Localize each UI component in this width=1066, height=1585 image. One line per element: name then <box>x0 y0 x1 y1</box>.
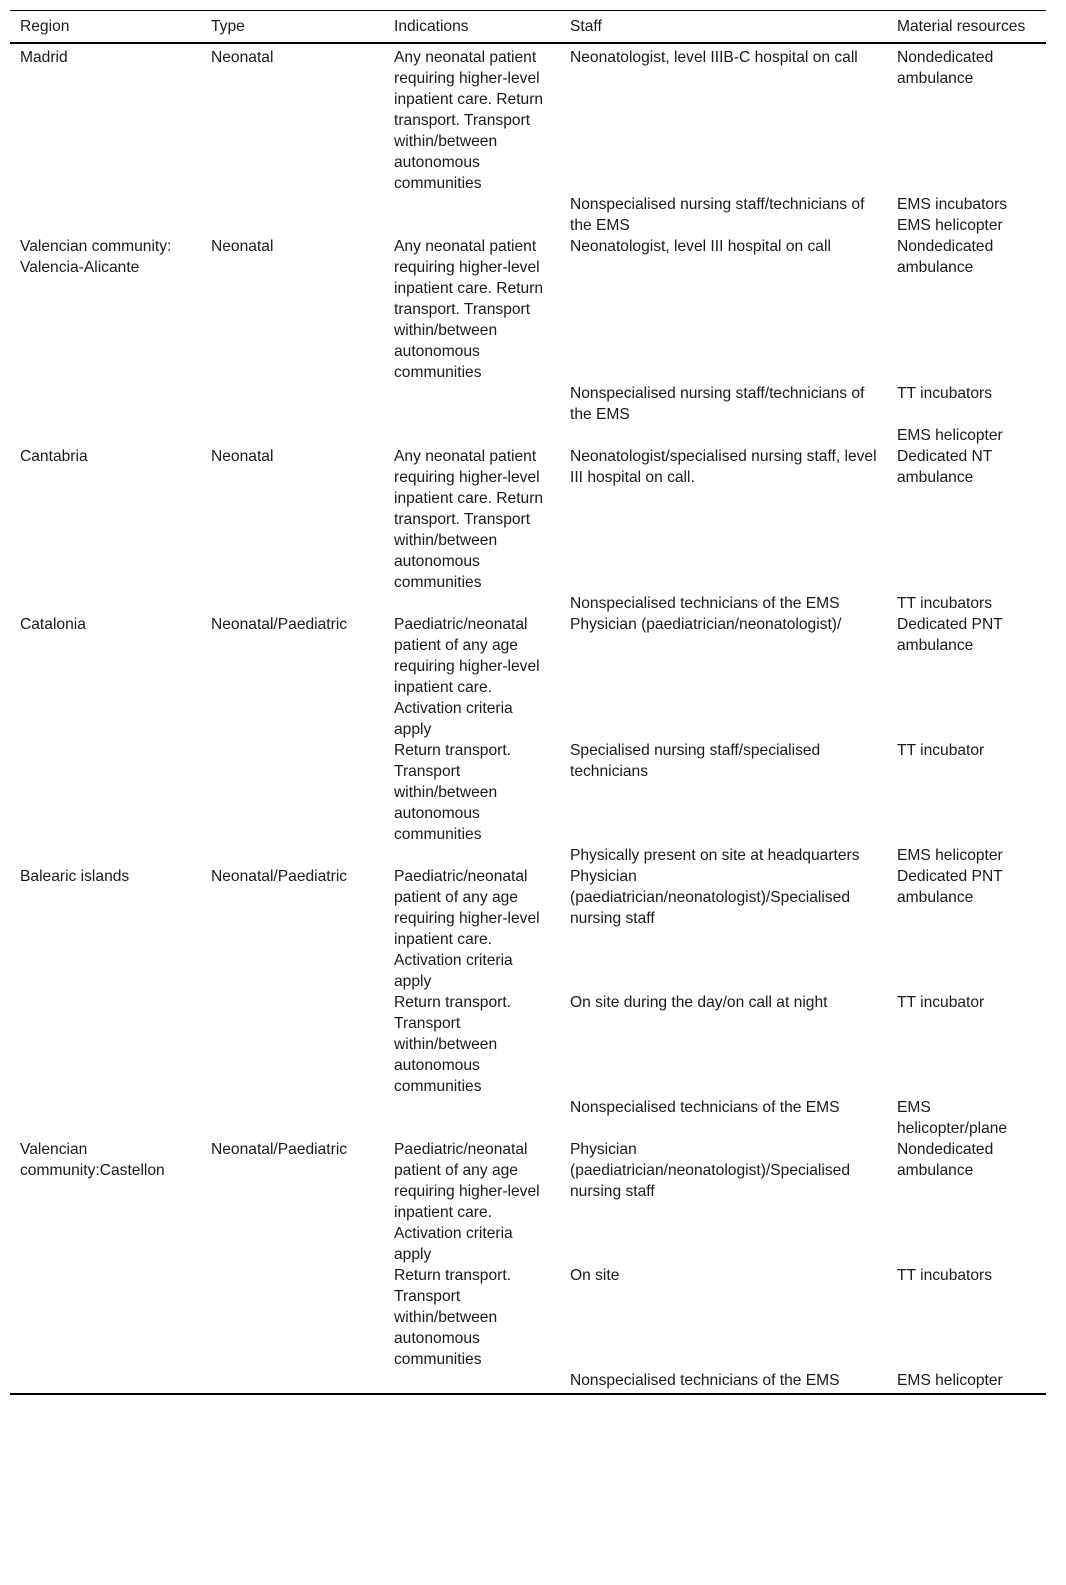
cell-region: Madrid <box>20 49 68 66</box>
table-row <box>10 446 1046 593</box>
cell-material-resources <box>887 1265 1046 1370</box>
cell-region: Valencian community:Castellon <box>20 1141 165 1179</box>
header-material-resources: Material resources <box>887 11 1046 44</box>
material-item: Nondedicated ambulance <box>897 238 994 276</box>
cell-indications: Return transport. Transport within/between autonomous communities <box>394 994 512 1095</box>
cell-indications: Paediatric/neonatal patient of any age requiring higher-level inpatient care. Activation criteria apply <box>394 616 540 738</box>
cell-material-resources <box>887 992 1046 1097</box>
material-item: EMS incubators <box>897 196 1008 213</box>
cell-region <box>10 1265 201 1370</box>
material-item: EMS helicopter <box>897 217 1003 234</box>
cell-material-resources <box>887 1139 1046 1265</box>
table-row <box>10 236 1046 383</box>
cell-indications <box>384 194 560 236</box>
material-item: Nondedicated ambulance <box>897 49 994 87</box>
table-row <box>10 866 1046 992</box>
cell-material-resources <box>887 1370 1046 1394</box>
cell-staff: Physically present on site at headquarters <box>570 847 860 864</box>
table-row <box>10 593 1046 614</box>
cell-material-resources <box>887 425 1046 446</box>
material-item: EMS helicopter <box>897 1372 1003 1389</box>
table-row <box>10 43 1046 194</box>
cell-type: Neonatal <box>211 448 274 465</box>
cell-material-resources <box>887 446 1046 593</box>
cell-region: Cantabria <box>20 448 88 465</box>
cell-type <box>201 845 384 866</box>
cell-staff: Nonspecialised nursing staff/technicians of the EMS <box>570 196 865 234</box>
cell-region: Catalonia <box>20 616 86 633</box>
material-item: TT incubators <box>897 385 993 402</box>
cell-material-resources <box>887 614 1046 740</box>
cell-type: Neonatal/Paediatric <box>211 1141 348 1158</box>
cell-staff: On site during the day/on call at night <box>570 994 828 1011</box>
cell-region <box>10 1097 201 1139</box>
material-item: Dedicated PNT ambulance <box>897 868 1003 906</box>
material-item: TT incubators <box>897 1267 993 1284</box>
cell-type: Neonatal/Paediatric <box>211 616 348 633</box>
material-item: EMS helicopter <box>897 847 1003 864</box>
cell-region: Balearic islands <box>20 868 130 885</box>
cell-staff: Neonatologist, level IIIB-C hospital on call <box>570 49 858 66</box>
cell-indications: Any neonatal patient requiring higher-level inpatient care. Return transport. Transport within/between autonomous communities <box>394 448 544 591</box>
cell-material-resources <box>887 43 1046 194</box>
cell-staff <box>560 425 887 446</box>
cell-type: Neonatal <box>211 238 274 255</box>
header-region: Region <box>10 11 201 44</box>
cell-material-resources <box>887 593 1046 614</box>
cell-type <box>201 1370 384 1394</box>
cell-indications <box>384 383 560 425</box>
table-row <box>10 740 1046 845</box>
cell-indications <box>384 425 560 446</box>
cell-staff: Physician (paediatrician/neonatologist)/ <box>570 616 842 633</box>
cell-staff: Specialised nursing staff/specialised technicians <box>570 742 821 780</box>
cell-type <box>201 1265 384 1370</box>
cell-type <box>201 992 384 1097</box>
cell-material-resources <box>887 1097 1046 1139</box>
cell-type <box>201 1097 384 1139</box>
table-row <box>10 1097 1046 1139</box>
cell-type: Neonatal <box>211 49 274 66</box>
cell-indications: Return transport. Transport within/between autonomous communities <box>394 1267 512 1368</box>
cell-staff: Neonatologist, level III hospital on call <box>570 238 831 255</box>
cell-indications: Paediatric/neonatal patient of any age requiring higher-level inpatient care. Activation criteria apply <box>394 868 540 990</box>
table-row <box>10 425 1046 446</box>
cell-material-resources <box>887 236 1046 383</box>
cell-region: Valencian community: Valencia-Alicante <box>20 238 172 276</box>
material-item: EMS helicopter/plane <box>897 1099 1008 1137</box>
table-row <box>10 194 1046 236</box>
cell-region <box>10 194 201 236</box>
material-item: Dedicated PNT ambulance <box>897 616 1003 654</box>
table-row <box>10 614 1046 740</box>
cell-type <box>201 740 384 845</box>
cell-indications: Return transport. Transport within/between autonomous communities <box>394 742 512 843</box>
cell-material-resources <box>887 194 1046 236</box>
cell-region <box>10 845 201 866</box>
cell-indications: Any neonatal patient requiring higher-level inpatient care. Return transport. Transport within/between autonomous communities <box>394 238 544 381</box>
header-indications: Indications <box>384 11 560 44</box>
header-row <box>10 11 1046 44</box>
cell-type <box>201 593 384 614</box>
cell-staff: Physician (paediatrician/neonatologist)/Specialised nursing staff <box>570 1141 850 1200</box>
header-staff: Staff <box>560 11 887 44</box>
cell-indications: Paediatric/neonatal patient of any age requiring higher-level inpatient care. Activation criteria apply <box>394 1141 540 1263</box>
cell-staff: Neonatologist/specialised nursing staff, level III hospital on call. <box>570 448 877 486</box>
table-row <box>10 845 1046 866</box>
cell-material-resources <box>887 866 1046 992</box>
cell-staff: On site <box>570 1267 620 1284</box>
cell-indications <box>384 845 560 866</box>
material-item: Nondedicated ambulance <box>897 1141 994 1179</box>
cell-indications <box>384 1097 560 1139</box>
cell-staff: Nonspecialised nursing staff/technicians of the EMS <box>570 385 865 423</box>
cell-region <box>10 1370 201 1394</box>
table-body <box>10 43 1046 1394</box>
header-type: Type <box>201 11 384 44</box>
cell-type <box>201 383 384 425</box>
cell-staff: Nonspecialised technicians of the EMS <box>570 595 840 612</box>
material-item: TT incubator <box>897 742 985 759</box>
table-row <box>10 1265 1046 1370</box>
cell-indications <box>384 593 560 614</box>
cell-staff: Physician (paediatrician/neonatologist)/Specialised nursing staff <box>570 868 850 927</box>
cell-type <box>201 425 384 446</box>
table-row <box>10 1139 1046 1265</box>
cell-material-resources <box>887 740 1046 845</box>
cell-staff: Nonspecialised technicians of the EMS <box>560 1370 887 1394</box>
cell-type <box>201 194 384 236</box>
cell-material-resources <box>887 845 1046 866</box>
material-item: TT incubators <box>897 595 993 612</box>
cell-region <box>10 593 201 614</box>
cell-indications: Any neonatal patient requiring higher-level inpatient care. Return transport. Transport within/between autonomous communities <box>394 49 544 192</box>
material-item: Dedicated NT ambulance <box>897 448 993 486</box>
table-row <box>10 1370 1046 1394</box>
transport-table-container <box>10 10 1046 1395</box>
cell-staff: Nonspecialised technicians of the EMS <box>570 1099 840 1116</box>
table-row <box>10 383 1046 425</box>
material-item: EMS helicopter <box>897 427 1003 444</box>
cell-region <box>10 740 201 845</box>
transport-table <box>10 10 1046 1395</box>
cell-material-resources <box>887 383 1046 425</box>
table-header <box>10 11 1046 44</box>
cell-region <box>10 383 201 425</box>
cell-indications <box>384 1370 560 1394</box>
table-row <box>10 992 1046 1097</box>
material-item: TT incubator <box>897 994 985 1011</box>
cell-type: Neonatal/Paediatric <box>211 868 348 885</box>
cell-region <box>10 992 201 1097</box>
cell-region <box>10 425 201 446</box>
